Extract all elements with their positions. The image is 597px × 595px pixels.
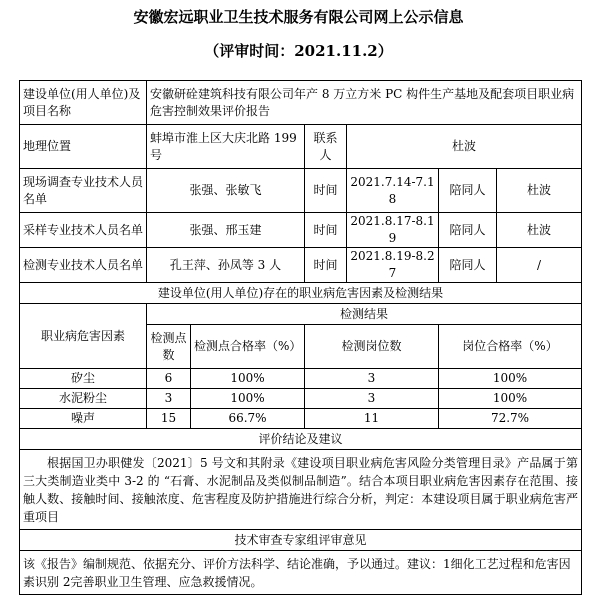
table-row xyxy=(20,369,582,389)
sampling-row xyxy=(20,213,582,248)
hazard-point-rate: 100% xyxy=(191,369,305,389)
sampling-time-value: 2021.8.17-8.19 xyxy=(347,213,439,248)
testing-companion-label: 陪同人 xyxy=(439,248,497,283)
sampling-value: 张强、邢玉建 xyxy=(147,213,305,248)
contact-label: 联系人 xyxy=(305,125,347,169)
location-value: 蚌埠市淮上区大庆北路 199 号 xyxy=(147,125,305,169)
hazard-point-rate: 66.7% xyxy=(191,409,305,429)
hazard-points: 6 xyxy=(147,369,191,389)
survey-row xyxy=(20,169,582,213)
page-title: 安徽宏远职业卫生技术服务有限公司网上公示信息 xyxy=(133,8,464,26)
posts-header: 检测岗位数 xyxy=(305,325,439,369)
testing-label: 检测专业技术人员名单 xyxy=(20,248,147,283)
post-rate-header: 岗位合格率（%） xyxy=(439,325,582,369)
point-rate-header: 检测点合格率（%） xyxy=(191,325,305,369)
org-label: 建设单位(用人单位)及项目名称 xyxy=(20,81,147,125)
conclusion-title-row xyxy=(20,429,582,450)
hazard-point-rate: 100% xyxy=(191,389,305,409)
survey-label: 现场调查专业技术人员名单 xyxy=(20,169,147,213)
hazards-section-row xyxy=(20,283,582,304)
hazard-points: 3 xyxy=(147,389,191,409)
testing-row xyxy=(20,248,582,283)
hazard-points: 15 xyxy=(147,409,191,429)
hazard-posts: 11 xyxy=(305,409,439,429)
org-value: 安徽研硂建筑科技有限公司年产 8 万立方米 PC 构件生产基地及配套项目职业病危害控制效果评价报告 xyxy=(147,81,582,125)
survey-value: 张强、张敏飞 xyxy=(147,169,305,213)
conclusion-text: 根据国卫办职健发〔2021〕5 号文和其附录《建设项目职业病危害风险分类管理目录》产品属于第三大类制造业类中 3-2 的 “石膏、水泥制品及类似制品制造”。结合本项目职业病危害因素存在范围、接触人数、接触时间、接触浓度、危害程度及防护措施进行综合分析，判定：本建设项目属于职业病危害严重项目 xyxy=(20,450,582,530)
sampling-time-label: 时间 xyxy=(305,213,347,248)
disclosure-table xyxy=(19,80,582,595)
survey-time-value: 2021.7.14-7.18 xyxy=(347,169,439,213)
hazard-posts: 3 xyxy=(305,369,439,389)
survey-time-label: 时间 xyxy=(305,169,347,213)
results-header: 检测结果 xyxy=(147,304,582,325)
hazards-header-row-1 xyxy=(20,304,582,325)
conclusion-text-row xyxy=(20,450,582,530)
points-header: 检测点数 xyxy=(147,325,191,369)
org-row xyxy=(20,81,582,125)
survey-companion-label: 陪同人 xyxy=(439,169,497,213)
survey-companion-value: 杜波 xyxy=(497,169,582,213)
sampling-label: 采样专业技术人员名单 xyxy=(20,213,147,248)
hazard-post-rate: 72.7% xyxy=(439,409,582,429)
factor-header: 职业病危害因素 xyxy=(20,304,147,369)
review-text: 该《报告》编制规范、依据充分、评价方法科学、结论准确，予以通过。建议：1细化工艺过程和危害因素识别 2完善职业卫生管理、应急救援情况。 xyxy=(20,551,582,595)
testing-companion-value: / xyxy=(497,248,582,283)
sampling-companion-value: 杜波 xyxy=(497,213,582,248)
review-title: 技术审查专家组评审意见 xyxy=(20,530,582,551)
testing-time-label: 时间 xyxy=(305,248,347,283)
testing-value: 孔王萍、孙凤等 3 人 xyxy=(147,248,305,283)
hazard-post-rate: 100% xyxy=(439,389,582,409)
review-time: （评审时间：2021.11.2） xyxy=(204,42,393,60)
table-row xyxy=(20,409,582,429)
hazard-posts: 3 xyxy=(305,389,439,409)
hazard-factor: 水泥粉尘 xyxy=(20,389,147,409)
review-title-row xyxy=(20,530,582,551)
table-row xyxy=(20,389,582,409)
testing-time-value: 2021.8.19-8.27 xyxy=(347,248,439,283)
hazards-section-title: 建设单位(用人单位)存在的职业病危害因素及检测结果 xyxy=(20,283,582,304)
sampling-companion-label: 陪同人 xyxy=(439,213,497,248)
hazard-factor: 噪声 xyxy=(20,409,147,429)
location-row xyxy=(20,125,582,169)
hazard-factor: 矽尘 xyxy=(20,369,147,389)
conclusion-title: 评价结论及建议 xyxy=(20,429,582,450)
contact-value: 杜波 xyxy=(347,125,582,169)
hazard-post-rate: 100% xyxy=(439,369,582,389)
location-label: 地理位置 xyxy=(20,125,147,169)
review-text-row xyxy=(20,551,582,595)
